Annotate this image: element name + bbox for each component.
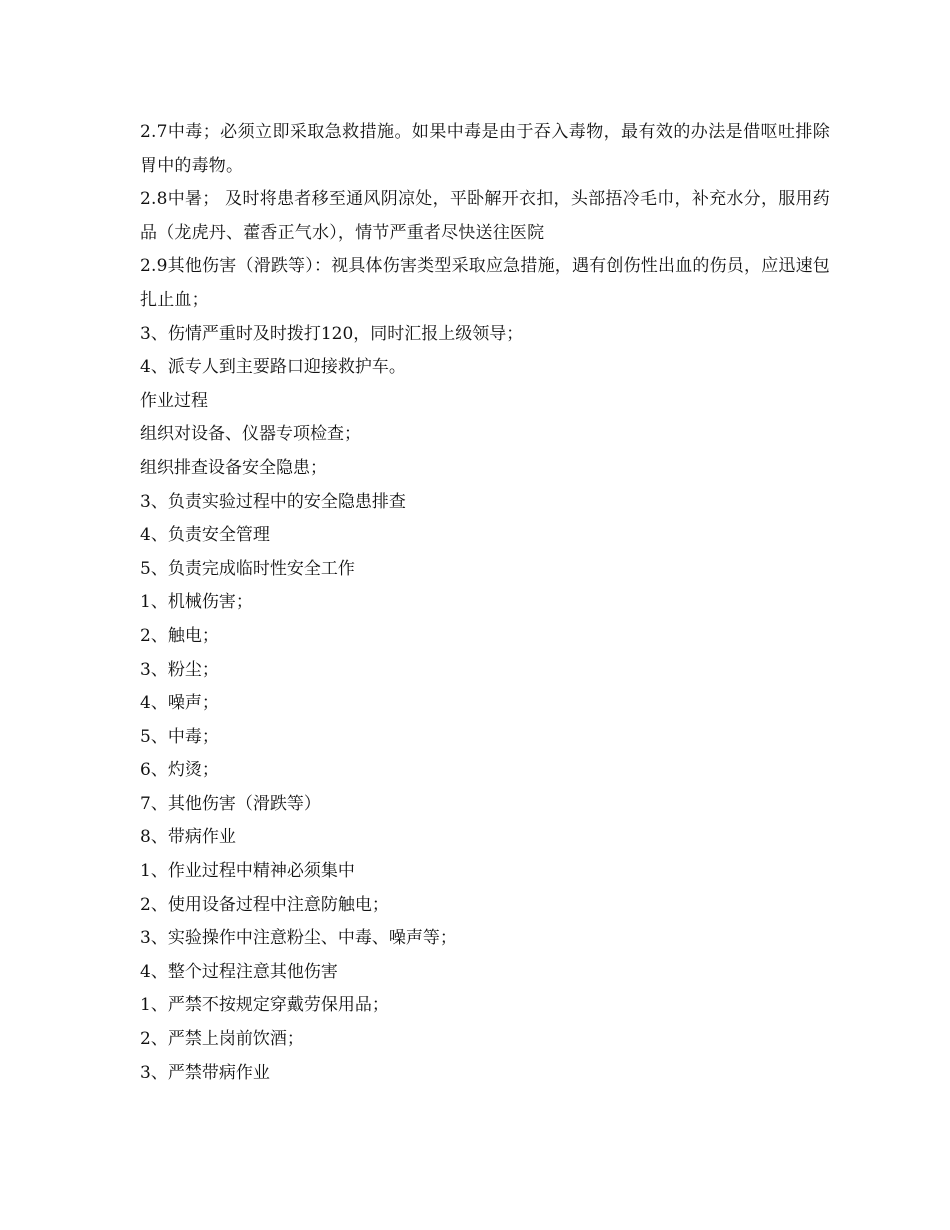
text-line: 2、严禁上岗前饮酒；: [140, 1029, 304, 1050]
text-line: 6、灼烫；: [140, 760, 219, 781]
text-line: 3、粉尘；: [140, 659, 219, 680]
text-line: 作业过程: [140, 390, 208, 411]
text-line: 4、负责安全管理: [140, 525, 270, 546]
text-line: 组织排查设备安全隐患；: [140, 457, 327, 478]
text-line: 3、严禁带病作业: [140, 1062, 270, 1083]
document-body: [140, 116, 830, 1090]
text-line: 3、伤情严重时及时拨打120，同时汇报上级领导；: [140, 323, 524, 344]
text-line: 组织对设备、仪器专项检查；: [140, 424, 361, 445]
text-line: 5、中毒；: [140, 726, 219, 747]
text-line: 3、实验操作中注意粉尘、中毒、噪声等；: [140, 928, 457, 949]
text-line: 1、机械伤害；: [140, 592, 253, 613]
text-line: 1、作业过程中精神必须集中: [140, 861, 355, 882]
text-line: 4、整个过程注意其他伤害: [140, 961, 338, 982]
text-line: 2、使用设备过程中注意防触电；: [140, 894, 389, 915]
text-line: 2.7中毒；必须立即采取急救措施。如果中毒是由于吞入毒物，最有效的办法是借呕吐排除胃中的毒物。: [140, 122, 830, 176]
text-line: 4、噪声；: [140, 693, 219, 714]
text-line: 2.9其他伤害（滑跌等）：视具体伤害类型采取应急措施，遇有创伤性出血的伤员，应迅速包扎止血；: [140, 256, 830, 310]
text-line: 5、负责完成临时性安全工作: [140, 558, 355, 579]
text-line: 2、触电；: [140, 625, 219, 646]
text-line: 8、带病作业: [140, 827, 236, 848]
text-line: 1、严禁不按规定穿戴劳保用品；: [140, 995, 389, 1016]
text-line: 7、其他伤害（滑跌等）: [140, 793, 321, 814]
text-line: 3、负责实验过程中的安全隐患排查: [140, 491, 406, 512]
text-line: 2.8中暑； 及时将患者移至通风阴凉处，平卧解开衣扣，头部捂冷毛巾，补充水分，服用药品（龙虎丹、藿香正气水），情节严重者尽快送往医院: [140, 189, 830, 243]
text-line: 4、派专人到主要路口迎接救护车。: [140, 357, 406, 378]
